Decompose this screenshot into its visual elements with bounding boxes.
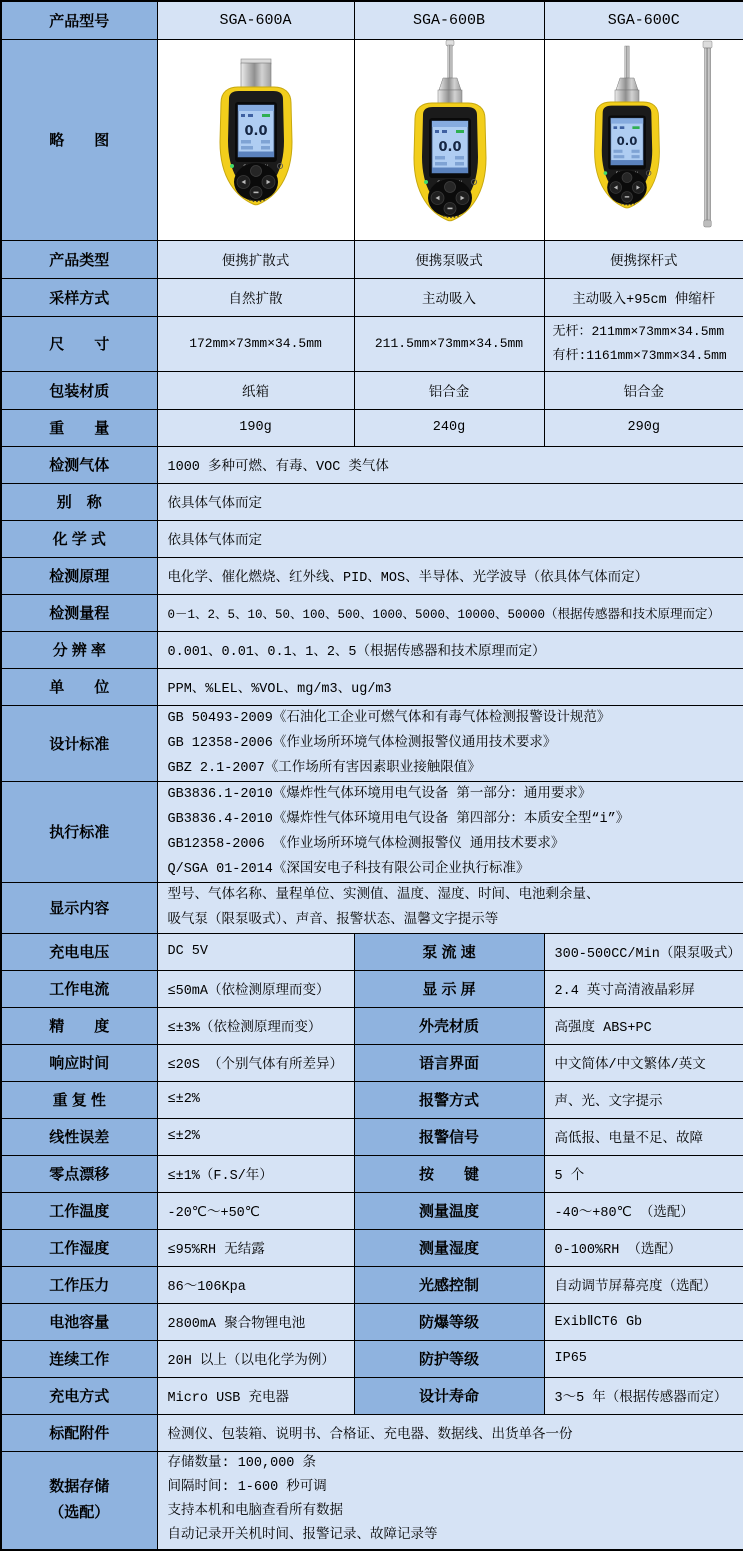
row-detection-range [1, 594, 743, 631]
label-design-standard: 设计标准 [1, 705, 157, 781]
label-accuracy: 精 度 [1, 1007, 157, 1044]
label-product-model: 产品型号 [1, 1, 157, 39]
label-detection-gas: 检测气体 [1, 446, 157, 483]
label-display-screen: 显 示 屏 [354, 970, 544, 1007]
label-packaging-material: 包装材质 [1, 371, 157, 409]
row-linearity-error-alarm-signal [1, 1118, 743, 1155]
label-language-ui: 语言界面 [354, 1044, 544, 1081]
row-working-temp-measure-temp [1, 1192, 743, 1229]
label-working-pressure: 工作压力 [1, 1266, 157, 1303]
label-detection-principle: 检测原理 [1, 557, 157, 594]
model-header-sga-600c: SGA-600C [544, 1, 743, 39]
value-continuous-working: 20H 以上（以电化学为例） [157, 1340, 354, 1377]
model-header-sga-600a: SGA-600A [157, 1, 354, 39]
value-linearity-error: ≤±2% [157, 1118, 354, 1155]
label-weight: 重 量 [1, 409, 157, 446]
data-storage-line4: 自动记录开关机时间、报警记录、故障记录等 [168, 1524, 740, 1548]
label-charge-voltage: 充电电压 [1, 933, 157, 970]
label-measure-temperature: 测量温度 [354, 1192, 544, 1229]
row-battery-capacity-explosion-proof [1, 1303, 743, 1340]
label-battery-capacity: 电池容量 [1, 1303, 157, 1340]
value-battery-capacity: 2800mA 聚合物锂电池 [157, 1303, 354, 1340]
label-sketch: 略 图 [1, 39, 157, 240]
design-standard-line3: GBZ 2.1-2007《工作场所有害因素职业接触限值》 [168, 756, 740, 781]
row-repeatability-alarm-mode [1, 1081, 743, 1118]
row-data-storage [1, 1451, 743, 1550]
value-packaging-c: 铝合金 [544, 371, 743, 409]
value-detection-principle: 电化学、催化燃烧、红外线、PID、MOS、半导体、光学波导（依具体气体而定） [157, 557, 743, 594]
label-working-temperature: 工作温度 [1, 1192, 157, 1229]
value-repeatability: ≤±2% [157, 1081, 354, 1118]
data-storage-line3: 支持本机和电脑查看所有数据 [168, 1500, 740, 1524]
display-content-line2: 吸气泵（限泵吸式）、声音、报警状态、温馨文字提示等 [168, 908, 740, 933]
row-accuracy-shell-material [1, 1007, 743, 1044]
value-zero-drift: ≤±1%（F.S/年） [157, 1155, 354, 1192]
value-light-control: 自动调节屏幕亮度（选配） [544, 1266, 743, 1303]
label-execution-standard: 执行标准 [1, 781, 157, 882]
label-zero-drift: 零点漂移 [1, 1155, 157, 1192]
label-light-control: 光感控制 [354, 1266, 544, 1303]
header-row [1, 1, 743, 39]
label-working-current: 工作电流 [1, 970, 157, 1007]
value-detection-gas: 1000 多种可燃、有毒、VOC 类气体 [157, 446, 743, 483]
label-pump-flow: 泵 流 速 [354, 933, 544, 970]
row-continuous-working-protection-grade [1, 1340, 743, 1377]
label-product-type: 产品类型 [1, 240, 157, 278]
label-linearity-error: 线性误差 [1, 1118, 157, 1155]
value-response-time: ≤20S （个别气体有所差异） [157, 1044, 354, 1081]
value-measure-temperature: -40～+80℃ （选配） [544, 1192, 743, 1229]
value-alarm-signal: 高低报、电量不足、故障 [544, 1118, 743, 1155]
value-alias: 依具体气体而定 [157, 483, 743, 520]
row-execution-standard [1, 781, 743, 882]
row-working-pressure-light-control [1, 1266, 743, 1303]
value-protection-grade: IP65 [544, 1340, 743, 1377]
label-shell-material: 外壳材质 [354, 1007, 544, 1044]
label-continuous-working: 连续工作 [1, 1340, 157, 1377]
value-working-pressure: 86～106Kpa [157, 1266, 354, 1303]
label-protection-grade: 防护等级 [354, 1340, 544, 1377]
value-pump-flow: 300-500CC/Min（限泵吸式） [544, 933, 743, 970]
row-charging-method-design-life [1, 1377, 743, 1414]
value-sampling-a: 自然扩散 [157, 278, 354, 316]
label-alarm-signal: 报警信号 [354, 1118, 544, 1155]
value-weight-c: 290g [544, 409, 743, 446]
value-detection-range: 0－1、2、5、10、50、100、500、1000、5000、10000、50000（根据传感器和技术原理而定） [157, 594, 743, 631]
value-packaging-a: 纸箱 [157, 371, 354, 409]
row-working-current-display-screen [1, 970, 743, 1007]
dimensions-c-line2: 有杆:1161mm×73mm×34.5mm [545, 344, 743, 368]
row-packaging-material [1, 371, 743, 409]
row-detection-gas [1, 446, 743, 483]
value-design-life: 3～5 年（根据传感器而定） [544, 1377, 743, 1414]
value-design-standard [157, 705, 743, 781]
value-charge-voltage: DC 5V [157, 933, 354, 970]
design-standard-line1: GB 50493-2009《石油化工企业可燃气体和有毒气体检测报警设计规范》 [168, 706, 740, 731]
label-charging-method: 充电方式 [1, 1377, 157, 1414]
row-detection-principle [1, 557, 743, 594]
label-measure-humidity: 测量湿度 [354, 1229, 544, 1266]
data-storage-label-line2: （选配） [2, 1500, 157, 1526]
value-working-humidity: ≤95%RH 无结露 [157, 1229, 354, 1266]
row-accessories [1, 1414, 743, 1451]
label-accessories: 标配附件 [1, 1414, 157, 1451]
data-storage-label-line1: 数据存储 [2, 1474, 157, 1500]
value-product-type-c: 便携探杆式 [544, 240, 743, 278]
label-sampling-method: 采样方式 [1, 278, 157, 316]
device-image-sga-600b [355, 40, 545, 235]
label-alias: 别 称 [1, 483, 157, 520]
label-chemical-formula: 化 学 式 [1, 520, 157, 557]
row-dimensions [1, 316, 743, 371]
row-alias [1, 483, 743, 520]
sketch-cell-sga-600c [544, 39, 743, 240]
label-dimensions: 尺 寸 [1, 316, 157, 371]
sketch-cell-sga-600b [354, 39, 544, 240]
execution-standard-line4: Q/SGA 01-2014《深国安电子科技有限公司企业执行标准》 [168, 857, 740, 882]
row-working-humidity-measure-humidity [1, 1229, 743, 1266]
display-content-line1: 型号、气体名称、量程单位、实测值、温度、湿度、时间、电池剩余量、 [168, 883, 740, 908]
value-resolution: 0.001、0.01、0.1、1、2、5（根据传感器和技术原理而定） [157, 631, 743, 668]
label-repeatability: 重 复 性 [1, 1081, 157, 1118]
value-working-current: ≤50mA（依检测原理而变） [157, 970, 354, 1007]
label-buttons: 按 键 [354, 1155, 544, 1192]
row-zero-drift-buttons [1, 1155, 743, 1192]
value-accessories: 检测仪、包装箱、说明书、合格证、充电器、数据线、出货单各一份 [157, 1414, 743, 1451]
label-alarm-mode: 报警方式 [354, 1081, 544, 1118]
execution-standard-line1: GB3836.1-2010《爆炸性气体环境用电气设备 第一部分：通用要求》 [168, 782, 740, 807]
value-alarm-mode: 声、光、文字提示 [544, 1081, 743, 1118]
row-sampling-method [1, 278, 743, 316]
value-chemical-formula: 依具体气体而定 [157, 520, 743, 557]
value-buttons: 5 个 [544, 1155, 743, 1192]
value-accuracy: ≤±3%（依检测原理而变） [157, 1007, 354, 1044]
value-weight-a: 190g [157, 409, 354, 446]
value-display-screen: 2.4 英寸高清液晶彩屏 [544, 970, 743, 1007]
data-storage-line2: 间隔时间: 1-600 秒可调 [168, 1476, 740, 1500]
row-weight [1, 409, 743, 446]
device-image-sga-600c [549, 40, 739, 235]
label-resolution: 分 辨 率 [1, 631, 157, 668]
label-display-content: 显示内容 [1, 882, 157, 933]
row-charge-voltage-pump-flow [1, 933, 743, 970]
value-dimensions-b: 211.5mm×73mm×34.5mm [354, 316, 544, 371]
value-weight-b: 240g [354, 409, 544, 446]
value-dimensions-c [544, 316, 743, 371]
row-chemical-formula [1, 520, 743, 557]
label-design-life: 设计寿命 [354, 1377, 544, 1414]
value-sampling-b: 主动吸入 [354, 278, 544, 316]
value-sampling-c: 主动吸入+95cm 伸缩杆 [544, 278, 743, 316]
label-working-humidity: 工作湿度 [1, 1229, 157, 1266]
value-data-storage [157, 1451, 743, 1550]
value-dimensions-a: 172mm×73mm×34.5mm [157, 316, 354, 371]
value-product-type-a: 便携扩散式 [157, 240, 354, 278]
label-detection-range: 检测量程 [1, 594, 157, 631]
value-product-type-b: 便携泵吸式 [354, 240, 544, 278]
label-response-time: 响应时间 [1, 1044, 157, 1081]
label-explosion-proof-grade: 防爆等级 [354, 1303, 544, 1340]
telescopic-probe-image [703, 41, 712, 227]
row-product-type [1, 240, 743, 278]
design-standard-line2: GB 12358-2006《作业场所环境气体检测报警仪通用技术要求》 [168, 731, 740, 756]
label-data-storage [1, 1451, 157, 1550]
execution-standard-line3: GB12358-2006 《作业场所环境气体检测报警仪 通用技术要求》 [168, 832, 740, 857]
value-language-ui: 中文简体/中文繁体/英文 [544, 1044, 743, 1081]
row-unit [1, 668, 743, 705]
value-packaging-b: 铝合金 [354, 371, 544, 409]
execution-standard-line2: GB3836.4-2010《爆炸性气体环境用电气设备 第四部分：本质安全型“i”》 [168, 807, 740, 832]
value-measure-humidity: 0-100%RH （选配） [544, 1229, 743, 1266]
value-display-content [157, 882, 743, 933]
model-header-sga-600b: SGA-600B [354, 1, 544, 39]
row-display-content [1, 882, 743, 933]
value-shell-material: 高强度 ABS+PC [544, 1007, 743, 1044]
sketch-row [1, 39, 743, 240]
device-image-sga-600a [161, 40, 351, 235]
value-explosion-proof-grade: ExibⅡCT6 Gb [544, 1303, 743, 1340]
value-execution-standard [157, 781, 743, 882]
sketch-cell-sga-600a [157, 39, 354, 240]
value-charging-method: Micro USB 充电器 [157, 1377, 354, 1414]
row-response-time-language [1, 1044, 743, 1081]
value-unit: PPM、%LEL、%VOL、mg/m3、ug/m3 [157, 668, 743, 705]
row-resolution [1, 631, 743, 668]
data-storage-line1: 存储数量: 100,000 条 [168, 1452, 740, 1476]
row-design-standard [1, 705, 743, 781]
value-working-temperature: -20℃～+50℃ [157, 1192, 354, 1229]
dimensions-c-line1: 无杆：211mm×73mm×34.5mm [545, 320, 743, 344]
label-unit: 单 位 [1, 668, 157, 705]
